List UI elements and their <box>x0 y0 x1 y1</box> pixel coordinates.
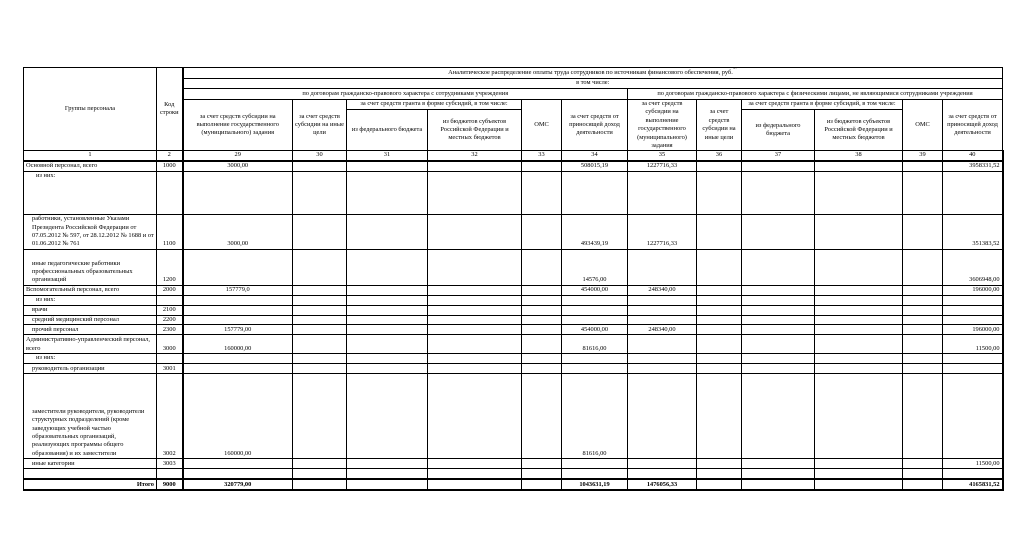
row-label <box>24 249 157 285</box>
cell-29 <box>183 469 293 480</box>
cell-40: 3606948,00 <box>943 249 1003 285</box>
cell-40 <box>943 364 1003 374</box>
footnote-ref <box>55 171 60 173</box>
cell-31 <box>347 315 428 324</box>
cell-30 <box>293 479 347 490</box>
table-row <box>24 161 1003 172</box>
cell-36 <box>697 374 742 459</box>
cell-34 <box>562 354 628 364</box>
column-number-2: 2 <box>157 151 183 161</box>
cell-37 <box>742 161 815 172</box>
column-number-37: 37 <box>742 151 815 161</box>
cell-40: 196000,00 <box>943 325 1003 335</box>
cell-34 <box>562 295 628 305</box>
cell-37 <box>742 374 815 459</box>
cell-40: 11500,00 <box>943 335 1003 354</box>
cell-30 <box>293 315 347 324</box>
cell-40 <box>943 171 1003 214</box>
cell-30 <box>293 364 347 374</box>
cell-36 <box>697 325 742 335</box>
header-col-38: из бюджетов субъектов Российской Федерации и местных бюджетов <box>815 110 903 151</box>
cell-34: 81616,00 <box>562 374 628 459</box>
cell-31 <box>347 479 428 490</box>
cell-31 <box>347 214 428 249</box>
cell-33 <box>522 469 562 480</box>
row-code: 3003 <box>157 459 183 469</box>
table-row <box>24 305 1003 315</box>
row-label <box>24 285 157 295</box>
cell-30 <box>293 285 347 295</box>
cell-35 <box>628 364 697 374</box>
cell-33 <box>522 171 562 214</box>
cell-36 <box>697 459 742 469</box>
row-code: 2100 <box>157 305 183 315</box>
cell-37 <box>742 214 815 249</box>
cell-40 <box>943 305 1003 315</box>
cell-34: 454000,00 <box>562 325 628 335</box>
cell-29 <box>183 364 293 374</box>
row-code: 3002 <box>157 374 183 459</box>
cell-30 <box>293 374 347 459</box>
cell-33 <box>522 295 562 305</box>
cell-33 <box>522 459 562 469</box>
cell-29: 3000,00 <box>183 161 293 172</box>
row-label <box>24 171 157 214</box>
cell-31 <box>347 354 428 364</box>
cell-31 <box>347 161 428 172</box>
table-row <box>24 335 1003 354</box>
cell-34 <box>562 171 628 214</box>
row-label-text: заместители руководителя, руководители структурных подразделений (кроме заведующих учебной частью образовательных организаций, реализующих программы общего образования) и их заместители <box>32 407 145 457</box>
row-code: 2200 <box>157 315 183 324</box>
cell-33 <box>522 214 562 249</box>
table-row <box>24 214 1003 249</box>
row-code: 1100 <box>157 214 183 249</box>
cell-38 <box>815 325 903 335</box>
cell-35 <box>628 305 697 315</box>
cell-34: 493439,19 <box>562 214 628 249</box>
row-code: 1000 <box>157 161 183 172</box>
cell-32 <box>428 295 522 305</box>
cell-30 <box>293 295 347 305</box>
header-col-37: из федерального бюджета <box>742 110 815 151</box>
cell-31 <box>347 325 428 335</box>
cell-31 <box>347 374 428 459</box>
row-label <box>24 364 157 374</box>
header-col-34: за счет средств от приносящей доход деятельности <box>562 100 628 151</box>
column-number-35: 35 <box>628 151 697 161</box>
cell-29: 3000,00 <box>183 214 293 249</box>
cell-33 <box>522 335 562 354</box>
table-row <box>24 364 1003 374</box>
row-label-text: работники, установленные Указами Президента Российской Федерации от 07.05.2012 № 597, от 28.12.2012 № 1688 и от 01.06.2012 № 761 <box>32 215 154 248</box>
cell-31 <box>347 171 428 214</box>
header-left-group: по договорам гражданско-правового характера с сотрудниками учреждения <box>183 89 628 100</box>
cell-29: 160000,00 <box>183 374 293 459</box>
row-code: 2300 <box>157 325 183 335</box>
row-label-text: из них: <box>36 171 56 179</box>
cell-32 <box>428 469 522 480</box>
cell-39 <box>903 479 943 490</box>
row-code: 2000 <box>157 285 183 295</box>
header-analytic-title: Аналитическое распределение оплаты труда сотрудников по источникам финансового обеспечения, руб. <box>183 68 1003 79</box>
column-number-1: 1 <box>24 151 157 161</box>
cell-40 <box>943 469 1003 480</box>
cell-40: 3958331,52 <box>943 161 1003 172</box>
cell-40 <box>943 315 1003 324</box>
cell-29 <box>183 305 293 315</box>
cell-32 <box>428 161 522 172</box>
cell-32 <box>428 285 522 295</box>
cell-34: 508015,19 <box>562 161 628 172</box>
cell-30 <box>293 161 347 172</box>
column-number-29: 29 <box>183 151 293 161</box>
cell-35 <box>628 295 697 305</box>
column-number-32: 32 <box>428 151 522 161</box>
row-label <box>24 305 157 315</box>
header-groups: Группы персонала <box>24 68 157 151</box>
cell-40: 4165831,52 <box>943 479 1003 490</box>
cell-36 <box>697 315 742 324</box>
cell-39 <box>903 285 943 295</box>
cell-30 <box>293 325 347 335</box>
cell-29 <box>183 171 293 214</box>
column-number-38: 38 <box>815 151 903 161</box>
cell-32 <box>428 374 522 459</box>
table-row <box>24 295 1003 305</box>
cell-29: 160000,00 <box>183 335 293 354</box>
cell-35: 248340,00 <box>628 285 697 295</box>
table-row <box>24 285 1003 295</box>
table-row <box>24 315 1003 324</box>
cell-31 <box>347 249 428 285</box>
column-number-33: 33 <box>522 151 562 161</box>
cell-37 <box>742 295 815 305</box>
cell-39 <box>903 249 943 285</box>
header-in-that-number: в том числе: <box>183 79 1003 89</box>
table-row <box>24 171 1003 214</box>
cell-38 <box>815 479 903 490</box>
cell-29: 320779,00 <box>183 479 293 490</box>
cell-36 <box>697 295 742 305</box>
cell-39 <box>903 469 943 480</box>
row-label <box>24 469 157 480</box>
cell-34 <box>562 469 628 480</box>
cell-30 <box>293 305 347 315</box>
cell-39 <box>903 305 943 315</box>
row-label <box>24 374 157 459</box>
cell-30 <box>293 171 347 214</box>
header-code: Код строки <box>157 68 183 151</box>
column-number-34: 34 <box>562 151 628 161</box>
row-label-text: из них: <box>36 354 56 362</box>
cell-36 <box>697 335 742 354</box>
cell-35 <box>628 315 697 324</box>
cell-35 <box>628 459 697 469</box>
column-number-30: 30 <box>293 151 347 161</box>
row-label-text: из них: <box>36 295 56 303</box>
cell-36 <box>697 469 742 480</box>
cell-30 <box>293 249 347 285</box>
cell-38 <box>815 161 903 172</box>
cell-33 <box>522 305 562 315</box>
cell-32 <box>428 479 522 490</box>
cell-34 <box>562 459 628 469</box>
cell-35 <box>628 249 697 285</box>
cell-38 <box>815 364 903 374</box>
cell-31 <box>347 285 428 295</box>
cell-31 <box>347 459 428 469</box>
cell-32 <box>428 171 522 214</box>
cell-34: 81616,00 <box>562 335 628 354</box>
cell-34 <box>562 315 628 324</box>
row-code: 1200 <box>157 249 183 285</box>
cell-36 <box>697 479 742 490</box>
cell-32 <box>428 249 522 285</box>
cell-35: 1227716,33 <box>628 214 697 249</box>
header-col-33: ОМС <box>522 100 562 151</box>
cell-35 <box>628 171 697 214</box>
cell-38 <box>815 315 903 324</box>
cell-37 <box>742 364 815 374</box>
header-col-35: за счет средств субсидии на выполнение государственного (муниципального) задания <box>628 100 697 151</box>
cell-35: 248340,00 <box>628 325 697 335</box>
cell-37 <box>742 335 815 354</box>
cell-35 <box>628 374 697 459</box>
cell-37 <box>742 325 815 335</box>
cell-37 <box>742 479 815 490</box>
cell-33 <box>522 285 562 295</box>
cell-31 <box>347 305 428 315</box>
cell-34: 14576,00 <box>562 249 628 285</box>
row-label-text: иные педагогические работники профессиональных образовательных организаций <box>32 259 133 284</box>
cell-38 <box>815 214 903 249</box>
table-row <box>24 459 1003 469</box>
row-label-text: иные категории <box>32 459 75 467</box>
cell-30 <box>293 469 347 480</box>
cell-33 <box>522 249 562 285</box>
cell-30 <box>293 335 347 354</box>
cell-40 <box>943 295 1003 305</box>
row-label <box>24 161 157 172</box>
cell-33 <box>522 161 562 172</box>
cell-40: 351383,52 <box>943 214 1003 249</box>
cell-35 <box>628 354 697 364</box>
cell-36 <box>697 249 742 285</box>
cell-29 <box>183 295 293 305</box>
cell-31 <box>347 335 428 354</box>
cell-32 <box>428 305 522 315</box>
cell-31 <box>347 469 428 480</box>
row-code: 3001 <box>157 364 183 374</box>
row-label-text: Административно-управленческий персонал, всего <box>26 336 150 352</box>
cell-33 <box>522 354 562 364</box>
cell-29 <box>183 459 293 469</box>
cell-39 <box>903 459 943 469</box>
cell-38 <box>815 374 903 459</box>
row-label <box>24 335 157 354</box>
cell-33 <box>522 479 562 490</box>
cell-39 <box>903 315 943 324</box>
table-row <box>24 469 1003 480</box>
cell-37 <box>742 354 815 364</box>
cell-36 <box>697 354 742 364</box>
cell-37 <box>742 171 815 214</box>
row-label-text: Вспомогательный персонал, всего <box>26 286 120 294</box>
cell-31 <box>347 364 428 374</box>
cell-33 <box>522 315 562 324</box>
table-row <box>24 249 1003 285</box>
cell-32 <box>428 364 522 374</box>
cell-39 <box>903 161 943 172</box>
cell-34 <box>562 364 628 374</box>
cell-39 <box>903 171 943 214</box>
row-label <box>24 214 157 249</box>
cell-33 <box>522 374 562 459</box>
column-number-40: 40 <box>943 151 1003 161</box>
cell-29: 157779,00 <box>183 325 293 335</box>
row-code <box>157 171 183 214</box>
row-label <box>24 325 157 335</box>
header-right-group: по договорам гражданско-правового характера с физическими лицами, не являющимися сотрудниками учреждения <box>628 89 1003 100</box>
cell-30 <box>293 214 347 249</box>
row-label-text: руководитель организации <box>32 364 105 372</box>
header-col-31: из федерального бюджета <box>347 110 428 151</box>
cell-35: 1476056,33 <box>628 479 697 490</box>
total-code: 9000 <box>157 479 183 490</box>
column-number-36: 36 <box>697 151 742 161</box>
cell-32 <box>428 325 522 335</box>
cell-29 <box>183 354 293 364</box>
cell-37 <box>742 459 815 469</box>
row-label-text: прочий персонал <box>32 325 79 333</box>
cell-29 <box>183 249 293 285</box>
cell-30 <box>293 354 347 364</box>
footnote-ref <box>55 295 60 297</box>
column-number-row <box>24 151 1003 161</box>
total-label: Итого <box>24 479 157 490</box>
header-grant-right: за счет средств гранта в форме субсидий, в том числе: <box>742 100 903 110</box>
cell-32 <box>428 335 522 354</box>
cell-40 <box>943 354 1003 364</box>
cell-39 <box>903 374 943 459</box>
cell-38 <box>815 459 903 469</box>
row-label <box>24 295 157 305</box>
cell-40: 11500,00 <box>943 459 1003 469</box>
cell-35 <box>628 469 697 480</box>
total-row <box>24 479 1003 490</box>
cell-39 <box>903 354 943 364</box>
cell-33 <box>522 325 562 335</box>
row-code: 3000 <box>157 335 183 354</box>
cell-38 <box>815 469 903 480</box>
cell-34: 454000,00 <box>562 285 628 295</box>
cell-35: 1227716,33 <box>628 161 697 172</box>
row-code <box>157 354 183 364</box>
cell-38 <box>815 171 903 214</box>
row-label-text: врачи <box>32 306 48 314</box>
cell-38 <box>815 285 903 295</box>
column-number-39: 39 <box>903 151 943 161</box>
cell-37 <box>742 469 815 480</box>
row-label <box>24 315 157 324</box>
header-col-32: из бюджетов субъектов Российской Федерации и местных бюджетов <box>428 110 522 151</box>
table-row <box>24 374 1003 459</box>
cell-32 <box>428 459 522 469</box>
header-col-30: за счет средств субсидии на иные цели <box>293 100 347 151</box>
cell-33 <box>522 364 562 374</box>
cell-38 <box>815 295 903 305</box>
cell-36 <box>697 285 742 295</box>
cell-36 <box>697 305 742 315</box>
cell-29: 157779,0 <box>183 285 293 295</box>
table-row <box>24 354 1003 364</box>
cell-31 <box>347 295 428 305</box>
header-col-29: за счет средств субсидии на выполнение государственного (муниципального) задания <box>183 100 293 151</box>
row-code <box>157 295 183 305</box>
cell-32 <box>428 214 522 249</box>
cell-36 <box>697 171 742 214</box>
cell-37 <box>742 315 815 324</box>
cell-37 <box>742 285 815 295</box>
row-label <box>24 459 157 469</box>
cell-30 <box>293 459 347 469</box>
header-col-39: ОМС <box>903 100 943 151</box>
footnote-ref <box>55 354 60 356</box>
table-row <box>24 325 1003 335</box>
cell-38 <box>815 354 903 364</box>
cell-39 <box>903 335 943 354</box>
cell-39 <box>903 325 943 335</box>
cell-36 <box>697 364 742 374</box>
row-label-text: средний медицинский персонал <box>32 315 119 323</box>
column-number-31: 31 <box>347 151 428 161</box>
cell-29 <box>183 315 293 324</box>
cell-37 <box>742 305 815 315</box>
cell-32 <box>428 354 522 364</box>
cell-39 <box>903 295 943 305</box>
cell-40 <box>943 374 1003 459</box>
header-col-40: за счет средств от приносящей доход деятельности <box>943 100 1003 151</box>
cell-40: 196000,00 <box>943 285 1003 295</box>
cell-38 <box>815 335 903 354</box>
cell-36 <box>697 214 742 249</box>
cell-39 <box>903 214 943 249</box>
cell-34: 1043631,19 <box>562 479 628 490</box>
header-col-36: за счет средств субсидии на иные цели <box>697 100 742 151</box>
salary-distribution-table <box>23 67 1004 491</box>
row-label <box>24 354 157 364</box>
header-grant-left: за счет средств гранта в форме субсидий, в том числе: <box>347 100 522 110</box>
cell-38 <box>815 249 903 285</box>
cell-37 <box>742 249 815 285</box>
row-label-text: Основной персонал, всего <box>26 162 98 170</box>
cell-34 <box>562 305 628 315</box>
cell-38 <box>815 305 903 315</box>
cell-39 <box>903 364 943 374</box>
row-code <box>157 469 183 480</box>
cell-32 <box>428 315 522 324</box>
cell-35 <box>628 335 697 354</box>
cell-36 <box>697 161 742 172</box>
